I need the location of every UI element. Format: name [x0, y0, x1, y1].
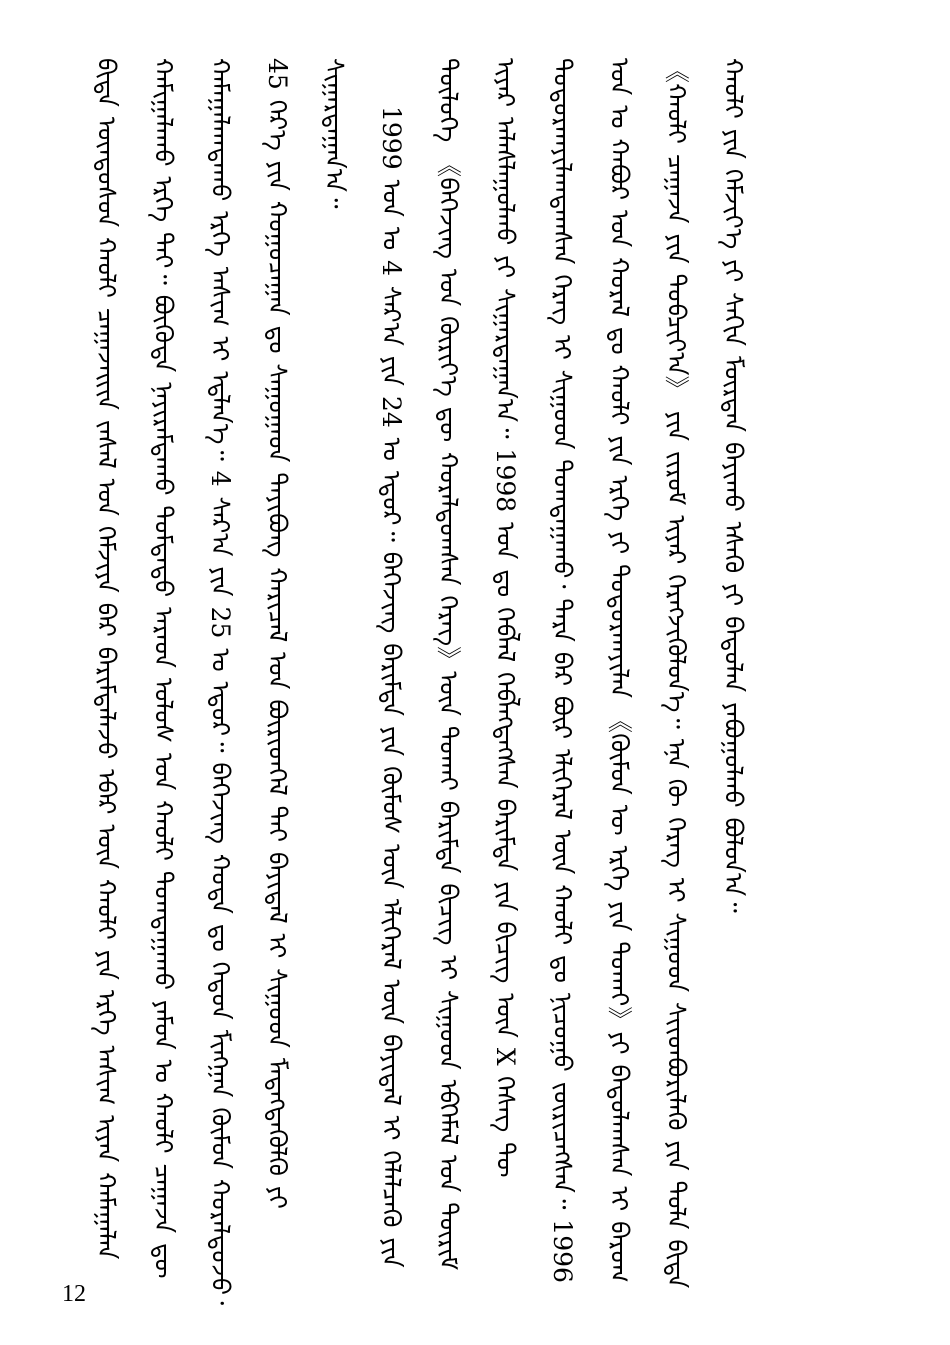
paragraph-2: 1999 ᠣᠨ ᠤ 4 ᠰᠠᠷ᠎ᠠ ᠶᠢᠨ 24 ᠤ ᠡᠳᠦᠷ᠃ ᠪᠡᠭᠡᠵᠢᠩ ᠪᠠᠷᠢᠮᠲᠠ ᠶᠢᠨ ᠬᠦᠮᠦᠰ ᠦᠨ ᠡᠯᠢᠭᠡᠷᠡᠯ ᠦᠨ ᠪᠠᠶᠢᠳᠠᠯ ᠢ ᠬᠡᠯᠡᠯᠴᠡᠬᠦ ᠶᠢᠨ ᠲᠥᠯᠥᠭᠡ 《ᠪᠡᠭᠡᠵᠢᠩ ᠤᠨ ᠬᠦᠷᠢᠶ᠎ᠡ ᠳᠦ ᠬᠤᠷᠠᠯᠳᠤᠭᠰᠠᠨ ᠬᠡᠷᠡᠭ》ᠦᠨ ᠲᠤᠬᠠᠢ ᠪᠠᠷᠢᠮᠲᠠ ᠪᠢᠴᠢᠭ ᠢ ᠰᠢᠭᠤᠳ ᠡᠪᠬᠡᠮᠡᠯ ᠤᠨ ᠳᠦᠷᠢᠮ ᠢᠶᠡᠷ ᠠᠯᠠᠰᠯᠠᠭᠤᠯᠬᠤ ᠶᠢ ᠰᠢᠭᠠᠷᠳᠠᠭᠠᠨ᠎ᠠ᠃ 1998 ᠣᠨ ᠳᠤ ᠬᠡᠪᠯᠡᠯ ᠬᠡᠪᠯᠡᠭᠳᠡᠭᠰᠡᠨ ᠪᠠᠷᠢᠮᠲᠠ ᠶᠢᠨ ᠪᠢᠴᠢᠭ ᠦᠨ X ᠬᠡᠰᠡᠭ ᠲᠦ ᠲᠤᠳᠤᠷᠬᠠᠶᠢᠯᠠᠭᠳᠠᠭᠰᠠᠨ ᠬᠡᠷᠡᠭ ᠢ ᠰᠢᠭᠤᠳ ᠲᠣᠭᠲᠠᠭᠠᠬᠤ᠂ ᠲᠡᠷᠡ ᠪᠠᠷ ᠪᠦᠷ ᠡᠯᠢᠭᠡᠷᠡᠯ ᠦᠨ ᠬᠠᠤᠯᠢ ᠳᠤ ᠨᠢᠴᠤᠭᠤ ᠵᠥᠷᠢᠴᠡᠭᠰᠡᠨ᠃ 1996 ᠣᠨ ᠤ ᠬᠠᠪᠤᠷ ᠤᠨ ᠬᠤᠷᠠᠯ ᠳᠤ ᠬᠠᠤᠯᠢ ᠶᠢᠨ ᠡᠷᠬᠡ ᠶᠢ ᠲᠣᠳᠤᠷᠬᠠᠶᠢᠯᠠᠨ 《ᠬᠦᠮᠦᠨ ᠦ ᠡᠷᠬᠡ ᠶᠢᠨ ᠲᠤᠬᠠᠢ》ᠶᠢ ᠪᠠᠲᠤᠯᠠᠭᠰᠠᠨ ᠢ ᠪᠠᠷᠤᠭ 《ᠬᠠᠤᠯᠢ ᠴᠠᠭᠠᠵᠠ ᠶᠢᠨ ᠲᠣᠪᠴᠢᠶ᠎ᠠ》 ᠶᠢᠨ ᠵᠢᠷᠤᠮ ᠢᠶᠡᠷ ᠬᠡᠷᠡᠭᠵᠢᠭᠦᠯᠦᠨ᠎ᠡ᠃ ᠡᠨᠡ ᠬᠦ ᠬᠡᠷᠡᠭ ᠢ ᠰᠢᠭᠤᠳ ᠰᠢᠢᠳᠪᠦᠷᠢᠯᠡᠬᠦ ᠶᠢᠨ ᠲᠤᠯᠠ ᠪᠢᠳᠡ ᠬᠠᠤᠯᠢ ᠶᠢᠨ ᠬᠡᠮᠵᠢᠶ᠎ᠡ ᠶᠢ ᠰᠠᠬᠢᠨ ᠮᠥᠷᠳᠡᠨ ᠪᠠᠶᠢᠬᠤ ᠡᠰᠡᠬᠦ ᠶᠢ ᠪᠠᠲᠤᠯᠠᠨ ᠶᠠᠪᠤᠭᠤᠯᠬᠤ ᠪᠣᠯᠤᠨ᠎ᠠ᠃	[377, 58, 748, 1289]
paragraph-1: ᠪᠢᠳᠡ ᠦᠨᠳᠦᠰᠦᠨ ᠬᠠᠤᠯᠢ ᠴᠠᠭᠠᠵᠠᠢᠢᠨ ᠵᠠᠰᠠᠯ ᠤᠨ ᠬᠡᠮᠵᠢᠶᠡ ᠪᠡᠷ ᠪᠠᠷᠢᠮᠲᠠᠯᠠᠵᠤ ᠡᠪᠡᠷ ᠦᠨ ᠬᠠᠤᠯᠢ ᠶᠢᠨ ᠡᠷᠬᠡ ᠠᠰᠢᠭ ᠢᠶᠡᠨ ᠬᠠᠮᠠᠭᠠᠯᠠᠨ ᠬᠠᠮᠢᠭᠠᠯᠠᠬᠤ ᠡᠷᠬᠡ ᠲᠡᠢ᠃ ᠪᠦᠭᠦᠳᠡ ᠨᠠᠶᠢᠷᠠᠮᠳᠠᠬᠤ ᠳᠤᠮᠳᠠᠳᠤ ᠠᠷᠠᠳ ᠤᠯᠤᠰ ᠤᠨ ᠬᠠᠤᠯᠢ ᠲᠣᠭᠲᠠᠭᠠᠬᠤ ᠶᠠᠮᠤᠨ ᠤ ᠬᠠᠤᠯᠢ ᠴᠠᠭᠠᠵᠠ ᠳᠦ ᠬᠠᠮᠠᠭᠠᠯᠠᠭᠳᠠᠬᠤ ᠡᠷᠬᠡ ᠠᠰᠢᠭ ᠢ ᠡᠳ᠋ᠯᠡᠨ᠎ᠡ᠃ 4 ᠰᠠᠷ᠎ᠠ ᠶᠢᠨ 25 ᠤ ᠡᠳᠦᠷ᠃ ᠪᠡᠭᠡᠵᠢᠩ ᠬᠣᠲᠠ ᠳᠤ ᠬᠡᠳᠦᠨ ᠮᠢᠩᠭᠠᠨ ᠬᠦᠮᠦᠨ ᠬᠤᠷᠠᠯᠳᠤᠵᠤ᠂ 45 ᠬᠡᠷ᠎ᠡ ᠶᠢᠨ ᠬᠤᠭᠤᠴᠠᠭᠠᠨ ᠳᠤ ᠰᠠᠭᠤᠭᠠᠳ ᠲᠠᠶᠢᠪᠤᠩ ᠬᠠᠷᠢᠴᠠᠯ ᠤᠨ ᠪᠦᠷᠢᠳᠬᠡᠯ ᠲᠡᠢ ᠪᠠᠶᠢᠳᠠᠯ ᠢ ᠰᠢᠭᠤᠳ ᠮᠡᠳᠡᠭᠳᠡᠭᠦᠯᠬᠦ ᠶᠢ ᠰᠢᠭᠠᠷᠳᠠᠭᠠᠨ᠎ᠠ᠃	[92, 58, 349, 1306]
page-number: 12	[62, 1281, 86, 1307]
vertical-mongolian-text	[78, 58, 868, 1323]
